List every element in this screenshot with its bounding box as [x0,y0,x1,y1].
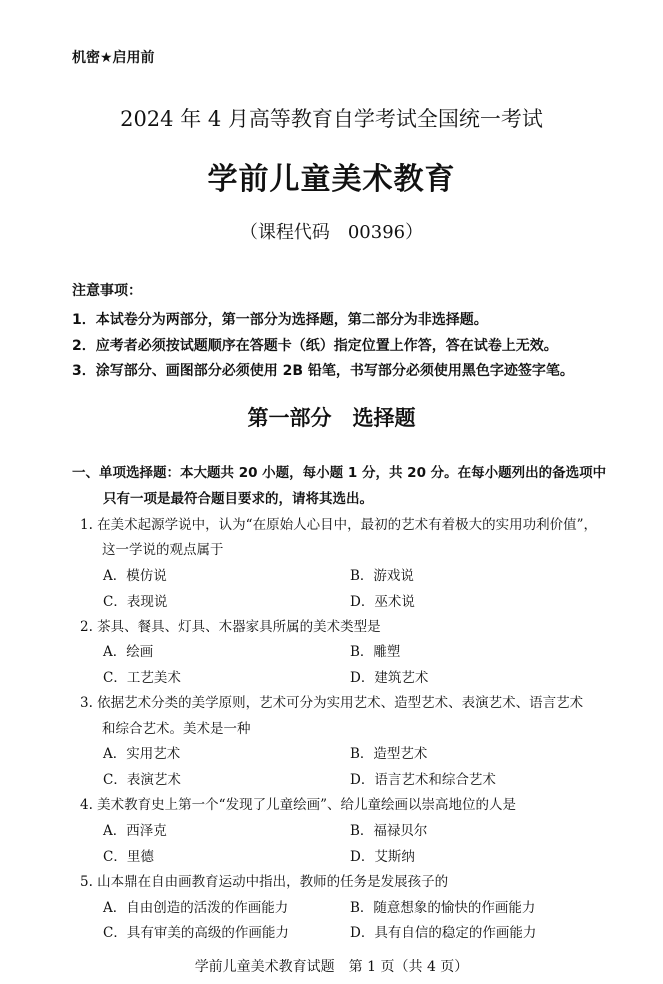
option-a: A．实用艺术 [103,746,181,762]
question-text: 2. 茶具、餐具、灯具、木器家具所属的美术类型是 [80,619,381,635]
section-heading: 一、单项选择题：本大题共 20 小题，每小题 1 分，共 20 分。在每小题列出的备选项中 [72,465,607,481]
option-a: A．自由创造的活泼的作画能力 [103,900,289,916]
option-a: A．绘画 [103,644,154,660]
option-c: C．具有审美的高级的作画能力 [103,925,289,941]
question-text: 1. 在美术起源学说中，认为“在原始人心目中，最初的艺术有着极大的实用功利价值”， [80,517,597,533]
option-a: A．西泽克 [103,823,167,839]
section-heading-continued: 只有一项是最符合题目要求的，请将其选出。 [103,491,373,507]
question-text: 这一学说的观点属于 [102,542,224,558]
notes-item: 1．本试卷分为两部分，第一部分为选择题，第二部分为非选择题。 [72,312,488,328]
part-heading: 第一部分 选择题 [247,406,416,430]
option-b: B．福禄贝尔 [350,823,428,839]
option-d: D．建筑艺术 [350,670,429,686]
option-d: D．具有自信的稳定的作画能力 [350,925,537,941]
notes-heading: 注意事项： [72,283,142,299]
exam-title: 2024 年 4 月高等教育自学考试全国统一考试 [120,107,543,131]
option-c: C．里德 [103,849,154,865]
option-b: B．随意想象的愉快的作画能力 [350,900,536,916]
option-d: D．语言艺术和综合艺术 [350,772,496,788]
page-footer: 学前儿童美术教育试题 第 1 页（共 4 页） [194,959,469,975]
question-text: 4. 美术教育史上第一个“发现了儿童绘画”、给儿童绘画以崇高地位的人是 [80,797,516,813]
question-text: 3. 依据艺术分类的美学原则，艺术可分为实用艺术、造型艺术、表演艺术、语言艺术 [80,695,584,711]
option-b: B．游戏说 [350,568,414,584]
option-a: A．模仿说 [103,568,167,584]
option-c: C．工艺美术 [103,670,181,686]
question-text: 和综合艺术。美术是一种 [102,721,251,737]
notes-item: 3．涂写部分、画图部分必须使用 2B 铅笔，书写部分必须使用黑色字迹签字笔。 [72,363,574,379]
notes-item: 2．应考者必须按试题顺序在答题卡（纸）指定位置上作答，答在试卷上无效。 [72,338,558,354]
confidential-label: 机密★启用前 [72,50,155,66]
option-c: C．表现说 [103,594,168,610]
question-text: 5. 山本鼎在自由画教育运动中指出，教师的任务是发展孩子的 [80,874,449,890]
course-code: （课程代码 00396） [239,222,424,243]
option-b: B．造型艺术 [350,746,428,762]
option-b: B．雕塑 [350,644,401,660]
option-c: C．表演艺术 [103,772,181,788]
option-d: D．艾斯纳 [350,849,415,865]
option-d: D．巫术说 [350,594,415,610]
subject-title: 学前儿童美术教育 [207,162,456,197]
